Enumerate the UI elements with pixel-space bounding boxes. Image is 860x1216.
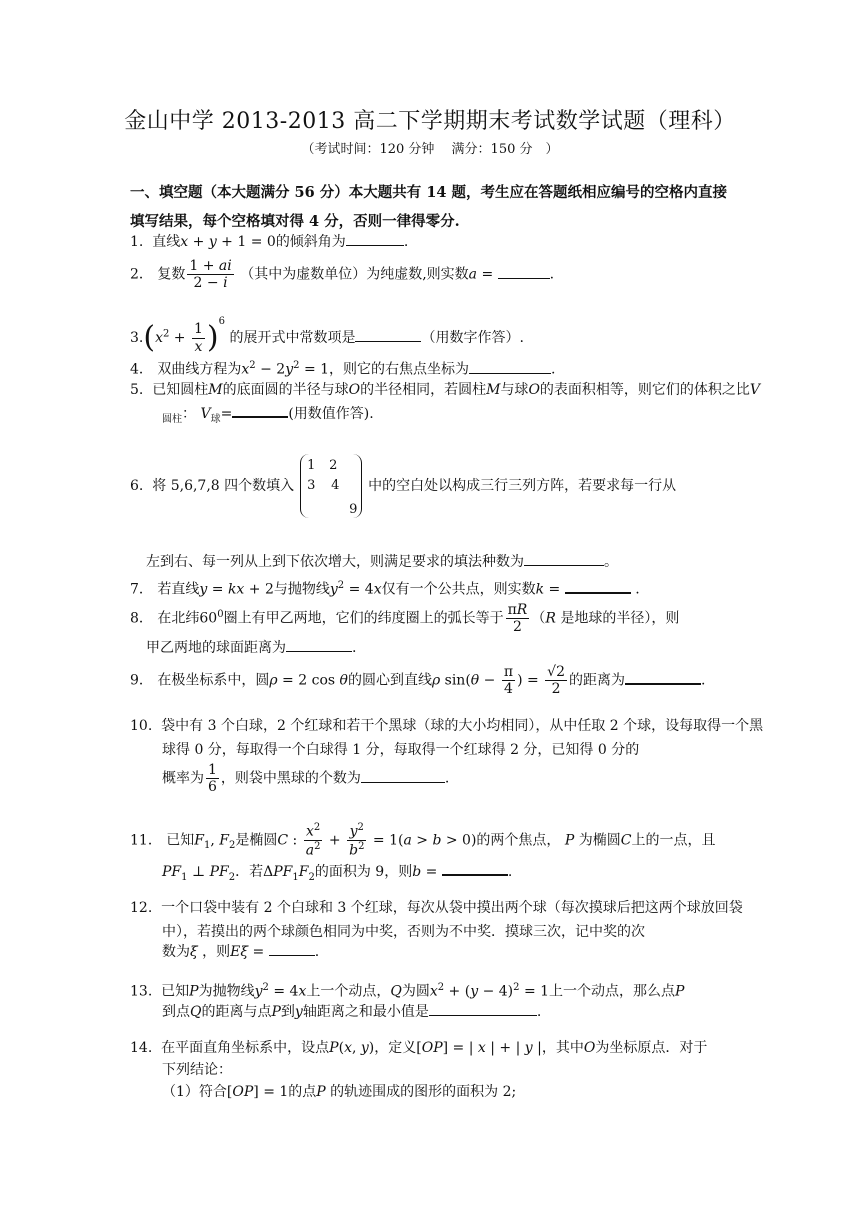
question-6: 6. 将 5,6,7,8 四个数填入 1 2 3 4 9 中的空白处以构成三行三列方阵，若要求每一行从 [130, 454, 736, 518]
question-9: 9． 在极坐标系中，圆ρ = 2 cos θ的圆心到直线ρ sin(θ − $\frac{\pi}{4}$ ) = $\frac{√2}{2}$ 的距离为 . [130, 664, 706, 698]
question-11: 11． 已知$F_1$, $F_2$是椭圆C : $\frac{x^2}{a^2}$ + $\frac{y^2}{b^2}$ = 1(a > b > 0)的两个焦点， P 为椭圆C上的一点，且 [130, 822, 716, 859]
question-6-line2: 左到右、每一列从上到下依次增大，则满足要求的填法种数为 。 [130, 550, 752, 574]
question-14-item-1: （1）符合[OP] = 1的点P 的轨迹围成的图形的面积为 2; [162, 1084, 517, 1100]
question-10-line3: 概率为 $\frac{1}{6}$ ，则袋中黑球的个数为 . [162, 762, 450, 796]
question-13: 13. 已知P为抛物线$y^2 = 4x$上一个动点，Q为圆$x^2 + (y - 4)^2 = 1$上一个动点，那么点P [130, 982, 685, 1000]
question-3: $3.(x^2$ + $\frac{1}{x}$ )$^6$ 的展开式中常数项是 （用数字作答）. [130, 316, 524, 355]
question-14: 14. 在平面直角坐标系中，设点P(x, y)，定义[OP] = | x | + | y |，其中O为坐标原点．对于 [130, 1040, 708, 1056]
question-12: 12. 一个口袋中装有 2 个白球和 3 个红球，每次从袋中摸出两个球（每次摸球后把这两个球放回袋中），若摸出的两个球颜色相同为中奖，否则为不中奖．摸球三次，记中奖的次 [130, 900, 743, 940]
question-11-line2: $PF_1$ ⊥ $PF_2$．若$\Delta PF_1F_2$的面积为 9，则b = . [130, 860, 768, 890]
question-4: 4． 双曲线方程为$x^2 - 2y^2 = 1$，则它的右焦点坐标为 . [130, 360, 556, 378]
exam-subtitle: （考试时间：120 分钟 满分：150 分 ） [301, 142, 559, 157]
exam-title: 金山中学 2013-2013 高二下学期期末考试数学试题（理科） [124, 109, 736, 134]
question-2: 2． 复数 $\frac{1 + ai}{2 - i}$ （其中为虚数单位）为纯虚数,则实数a = . [130, 258, 555, 292]
question-13-line2: 到点Q的距离与点P到y轴距离之和最小值是 . [130, 1000, 768, 1024]
question-5: 5. 已知圆柱M的底面圆的半径与球O的半径相同，若圆柱M与球O的表面积相等，则它们的体积之比$V_{圆柱}$： $V_球=$ (用数值作答). [130, 382, 761, 425]
question-12-line3: 数为ξ ，则Eξ = . [130, 940, 768, 964]
question-8: 8． 在北纬$60^0$圈上有甲乙两地，它们的纬度圈上的弧长等于 $\frac{\pi R}{2}$ （R 是地球的半径），则 [130, 602, 680, 636]
question-10: 10. 袋中有 3 个白球，2 个红球和若干个黑球（球的大小均相同），从中任取 2 个球，设每取得一个黑球得 0 分，每取得一个白球得 1 分，每取得一个红球得 2 分，已知得 0 分的 [130, 718, 764, 758]
question-1: 1. 直线x + y + 1 = 0的倾斜角为 . [130, 230, 736, 254]
question-8-line2: 甲乙两地的球面距离为 . [130, 636, 752, 660]
question-14-line2: 下列结论： [162, 1062, 232, 1078]
question-7: 7． 若直线y = kx + 2与抛物线$y^2 = 4x$仅有一个公共点，则实数k = . [130, 574, 736, 602]
section-header: 一、填空题（本大题满分 56 分）本大题共有 14 题，考生应在答题纸相应编号的空格内直接填写结果，每个空格填对得 4 分，否则一律得零分. [130, 184, 728, 230]
matrix-3x3: 1 2 3 4 9 [300, 454, 362, 518]
